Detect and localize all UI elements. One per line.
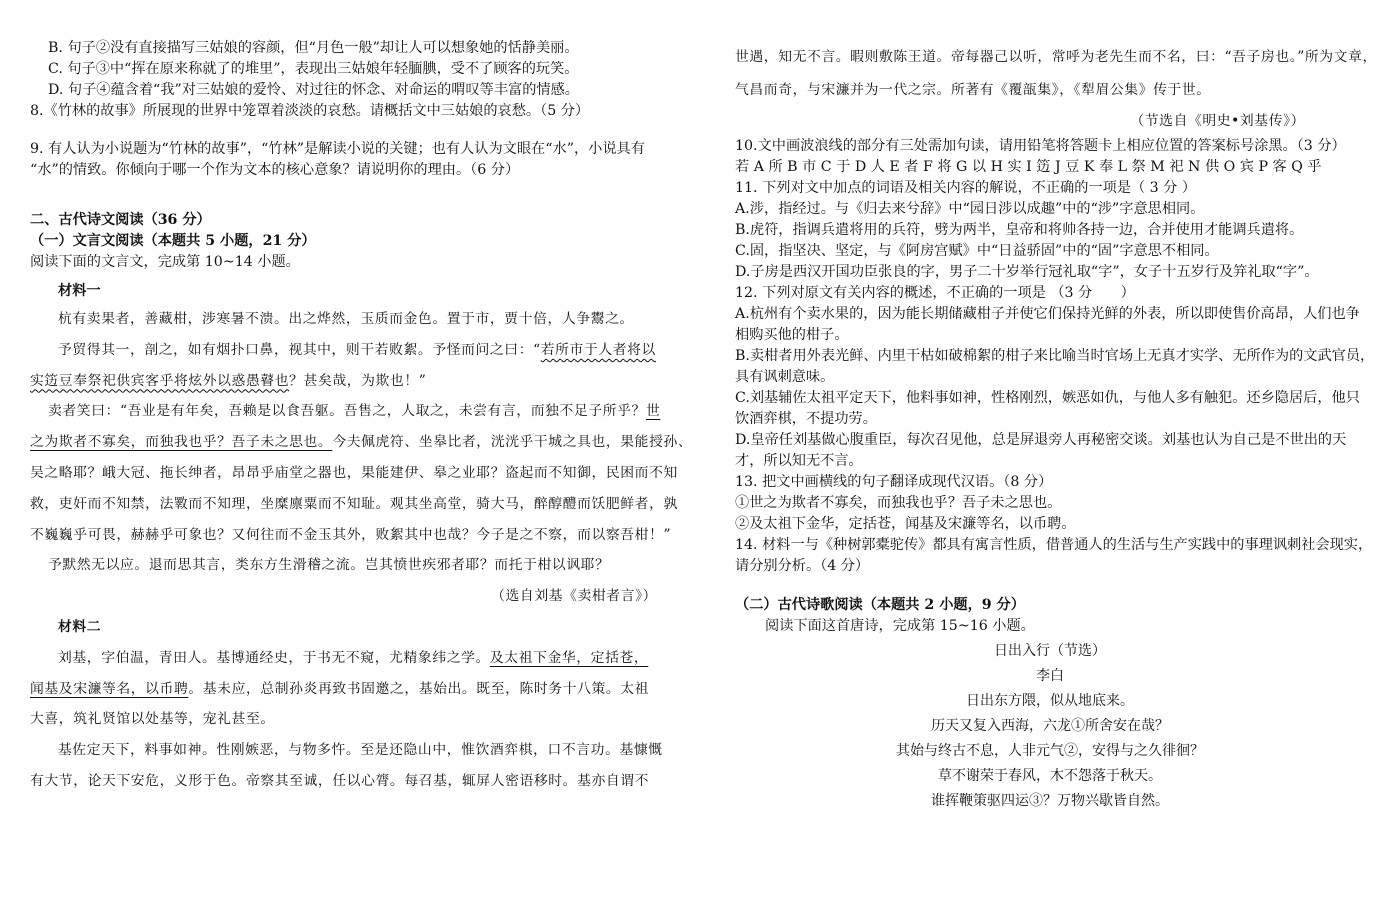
section-2-heading: 二、古代诗文阅读（36 分） — [30, 212, 211, 228]
wavy-underline-segment: 若所市于人者将以 — [540, 341, 656, 358]
question-10-line2: 若 A 所 B 市 C 于 D 人 E 者 F 将 G 以 H 实 I 笾 J 豆 K 奉 L 祭 M 祀 N 供 O 宾 P 客 Q 乎 — [735, 159, 1322, 176]
question-13-sentence-1: ①世之为欺者不寡矣，而独我也乎？吾子未之思也。 — [735, 495, 1062, 512]
question-14-line1: 14. 材料一与《种树郭橐驼传》都具有寓言性质，借普通人的生活与生产实践中的事理讽刺社会现实， — [735, 537, 1373, 554]
subsection-classical-poetry: （二）古代诗歌阅读（本题共 2 小题，9 分） — [735, 597, 1025, 614]
question-13-sentence-2: ②及太祖下金华，定括苍，闻基及宋濂等名，以币聘。 — [735, 516, 1076, 533]
question-12-option-b-line1: B.卖柑者用外表光鲜、内里干枯如破棉絮的柑子来比喻当时官场上无真才实学、无所作为的文武官员， — [735, 348, 1375, 365]
q7-option-c: C. 句子③中“挥在原来称就了的堆里”，表现出三姑娘年轻腼腆，受不了顾客的玩笑。 — [48, 61, 579, 77]
question-11-option-a: A.涉，指经过。与《归去来兮辞》中“园日涉以成趣”中的“涉”字意思相同。 — [735, 201, 1205, 218]
subsection-classical-prose: （一）文言文阅读（本题共 5 小题，21 分） — [30, 233, 316, 249]
q7-option-d: D. 句子④蕴含着“我”对三姑娘的爱怜、对过往的怀念、对命运的喟叹等丰富的情感。 — [48, 82, 579, 98]
underline-segment: 闻基及宋濂等名，以币聘 — [30, 680, 189, 697]
question-12: 12. 下列对原文有关内容的概述，不正确的一项是 （3 分 ） — [735, 285, 1135, 302]
question-12-option-b-line2: 具有讽刺意味。 — [735, 369, 835, 386]
question-8: 8.《竹林的故事》所展现的世界中笼罩着淡淡的哀愁。请概括文中三姑娘的哀愁。（5 分） — [30, 103, 590, 119]
question-12-option-c-line2: 饮酒弈棋，不提功劳。 — [735, 411, 877, 428]
passage-2-para3-line1: 世遇，知无不言。暇则敷陈王道。帝每器己以听，常呼为老先生而不名，曰：“吾子房也。”所为文章， — [735, 49, 1377, 65]
question-11: 11. 下列对文中加点的词语及相关内容的解说，不正确的一项是（ 3 分 ） — [735, 180, 1197, 197]
question-12-option-d-line1: D.皇帝任刘基做心腹重臣，每次召见他，总是屏退旁人再秘密交谈。刘基也认为自己是不世出的天 — [735, 432, 1347, 449]
passage-2-para1-line2: 闻基及宋濂等名，以币聘。基未应，总制孙炎再致书固邀之，基始出。既至，陈时务十八策。太祖 — [30, 680, 650, 697]
passage-1-para1: 杭有卖果者，善藏柑，涉寒暑不溃。出之烨然，玉质而金色。置于市，贾十倍，人争鬻之。 — [58, 311, 634, 327]
underline-segment: 世 — [645, 403, 661, 420]
poem-line-1: 日出东方隈，似从地底来。 — [966, 693, 1134, 710]
poem-title: 日出入行（节选） — [994, 643, 1106, 660]
passage-1-para3-line1: 卖者笑曰：“吾业是有年矣，吾赖是以食吾躯。吾售之，人取之，未尝有言，而独不足子所乎？世 — [48, 403, 661, 420]
passage-1-para3-line5: 不巍巍乎可畏，赫赫乎可象也？又何往而不金玉其外，败絮其中也哉？今子是之不察，而以察吾柑！” — [30, 526, 672, 543]
passage-1-para2-line2: 实笾豆奉祭祀供宾客乎将炫外以惑愚瞽也？甚矣哉，为欺也！” — [30, 372, 427, 389]
poem-line-3: 其始与终古不息，人非元气②，安得与之久徘徊？ — [896, 743, 1204, 760]
wavy-underline-segment: 实笾豆奉祭祀供宾客乎将炫外以惑愚瞽也 — [30, 372, 290, 389]
passage-1-para2-line1: 予贸得其一，剖之，如有烟扑口鼻，视其中，则干若败絮。予怪而问之曰：“若所市于人者将以 — [58, 341, 656, 358]
q7-option-b: B. 句子②没有直接描写三姑娘的容颜，但“月色一般”却让人可以想象她的恬静美丽。 — [48, 40, 579, 56]
passage-1-para3-line2: 之为欺者不寡矣，而独我也乎？吾子未之思也。今夫佩虎符、坐皋比者，洸洸乎干城之具也，果能授孙、 — [30, 434, 693, 451]
material-2-label: 材料二 — [58, 618, 102, 635]
question-14-line2: 请分别分析。（4 分） — [735, 558, 870, 575]
reading-instruction: 阅读下面的文言文，完成第 10~14 小题。 — [30, 254, 300, 270]
poem-line-4: 草不谢荣于春风，木不怨落于秋天。 — [938, 768, 1162, 785]
passage-2-para1-line3: 大喜，筑礼贤馆以处基等，宠礼甚至。 — [30, 711, 275, 728]
question-10-line1: 10.文中画波浪线的部分有三处需加句读，请用铅笔将答题卡上相应位置的答案标号涂黑。（3 分） — [735, 138, 1346, 155]
question-12-option-c-line1: C.刘基辅佐太祖平定天下，他料事如神，性格刚烈，嫉恶如仇，与他人多有触犯。还乡隐居后，他只 — [735, 390, 1360, 407]
poem-line-5: 谁挥鞭策驱四运③？万物兴歇皆自然。 — [931, 793, 1169, 810]
question-9-line2: “水”的情致。你倾向于哪一个作为文本的核心意象？请说明你的理由。（6 分） — [30, 162, 520, 178]
passage-2-source: （节选自《明史•刘基传》） — [1130, 112, 1305, 129]
poem-author: 李白 — [1036, 668, 1064, 685]
question-12-option-a-line2: 相购买他的柑子。 — [735, 327, 849, 344]
question-11-option-d: D.子房是西汉开国功臣张良的字，男子二十岁举行冠礼取“字”，女子十五岁行及笄礼取“字”。 — [735, 264, 1319, 281]
passage-2-para1-line1: 刘基，字伯温，青田人。基博通经史，于书无不窥，尤精象纬之学。及太祖下金华，定括苍， — [58, 649, 649, 666]
poetry-instruction: 阅读下面这首唐诗，完成第 15~16 小题。 — [765, 618, 1035, 635]
question-11-option-b: B.虎符，指调兵遣将用的兵符，劈为两半，皇帝和将帅各持一边，合并使用才能调兵遣将。 — [735, 222, 1304, 239]
question-12-option-d-line2: 才，所以知无不言。 — [735, 453, 863, 470]
passage-2-para3-line2: 气昌而奇，与宋濂并为一代之宗。所著有《覆瓿集》，《犁眉公集》传于世。 — [735, 81, 1211, 98]
left-column — [30, 38, 693, 797]
passage-2-para2-line2: 有大节，论天下安危，义形于色。帝察其至诚，任以心膂。每召基，辄屏人密语移时。基亦自谓不 — [30, 772, 650, 789]
passage-1-para3-line3: 吴之略耶？峨大冠、拖长绅者，昂昂乎庙堂之器也，果能建伊、皋之业耶？盗起而不知御，民困而不知 — [30, 464, 678, 481]
question-9-line1: 9. 有人认为小说题为“竹林的故事”，“竹林”是解读小说的关键；也有人认为文眼在“水”，小说具有 — [30, 141, 645, 157]
question-11-option-c: C.固，指坚决、坚定，与《阿房宫赋》中“日益骄固”中的“固”字意思不相同。 — [735, 243, 1219, 260]
passage-1-source: （选自刘基《卖柑者言》） — [491, 588, 657, 605]
question-12-option-a-line1: A.杭州有个卖水果的，因为能长期储藏柑子并使它们保持光鲜的外表，所以即使售价高昂，人们也争 — [735, 306, 1360, 323]
passage-1-para3-line4: 救，吏奸而不知禁，法斁而不知理，坐糜廪粟而不知耻。观其坐高堂，骑大马，醉醇醴而饫肥鲜者，孰 — [30, 495, 678, 512]
material-1-label: 材料一 — [58, 283, 101, 299]
underline-segment: 之为欺者不寡矣，而独我也乎？吾子未之思也。 — [30, 434, 333, 451]
question-13: 13. 把文中画横线的句子翻译成现代汉语。（8 分） — [735, 474, 1053, 491]
passage-2-para2-line1: 基佐定天下，料事如神。性刚嫉恶，与物多忤。至是还隐山中，惟饮酒弈棋，口不言功。基慷慨 — [58, 742, 663, 759]
underline-segment: 及太祖下金华，定括苍， — [489, 649, 649, 666]
passage-1-para4: 予默然无以应。退而思其言，类东方生滑稽之流。岂其愤世疾邪者耶？而托于柑以讽耶？ — [48, 557, 610, 574]
right-column — [735, 42, 1377, 814]
poem-line-2: 历天又复入西海，六龙①所舍安在哉？ — [931, 718, 1169, 735]
